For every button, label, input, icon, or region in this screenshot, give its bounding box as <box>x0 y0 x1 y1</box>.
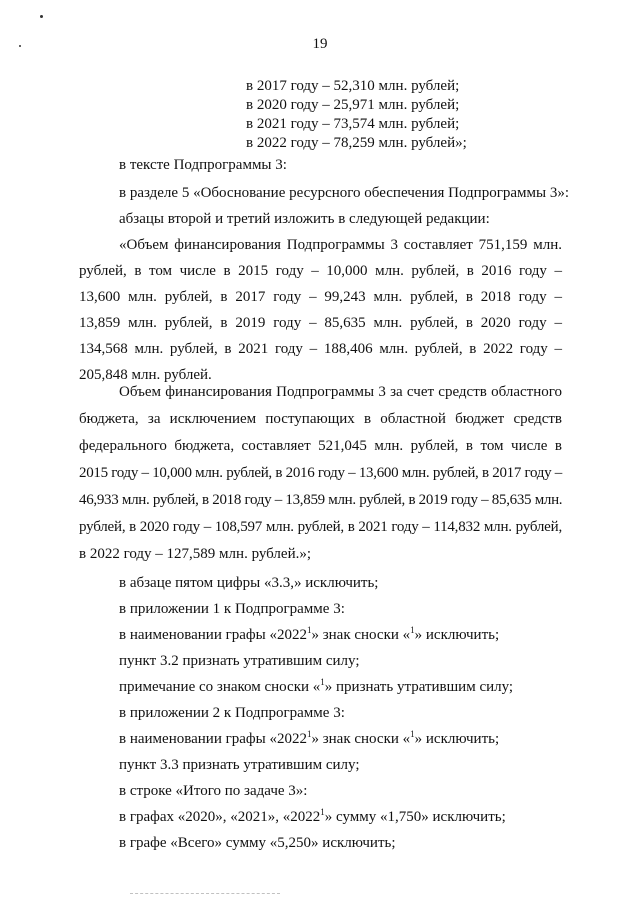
paragraph-line: бюджета, за исключением поступающих в областной бюджет средств <box>79 411 562 427</box>
paragraph-line: рублей, в 2020 году – 108,597 млн. рублей, в 2021 году – 114,832 млн. рублей, <box>79 519 562 535</box>
funding-line: в 2017 году – 52,310 млн. рублей; <box>246 78 460 94</box>
footnote-mark: 1 <box>306 625 312 635</box>
funding-line: в 2022 году – 78,259 млн. рублей»; <box>246 135 467 151</box>
instruction-line <box>119 626 499 644</box>
instruction-text: примечание со знаком сноски « <box>119 679 321 695</box>
instruction-text: в наименовании графы «2022 <box>119 627 307 643</box>
page-number: 19 <box>312 36 328 52</box>
scan-speck <box>40 15 43 18</box>
instruction-text: в графах «2020», «2021», «2022 <box>119 809 321 825</box>
instruction-text: » сумму «1,750» исключить; <box>324 809 506 825</box>
instruction-text: » исключить; <box>414 627 500 643</box>
paragraph-line: Объем финансирования Подпрограммы 3 за счет средств областного <box>119 384 562 400</box>
instruction-line <box>119 808 506 826</box>
footnote-mark: 1 <box>320 807 325 817</box>
instruction-text: » знак сноски « <box>311 627 411 643</box>
footnote-mark: 1 <box>410 729 415 739</box>
paragraph-line: федерального бюджета, составляет 521,045 млн. рублей, в том числе в <box>79 438 562 454</box>
instruction-line: в приложении 1 к Подпрограмме 3: <box>119 601 345 617</box>
paragraph-line: «Объем финансирования Подпрограммы 3 составляет 751,159 млн. <box>119 237 562 253</box>
instruction-line: в строке «Итого по задаче 3»: <box>119 783 308 799</box>
footnote-mark: 1 <box>306 729 312 739</box>
paragraph-line: 205,848 млн. рублей. <box>79 367 212 383</box>
instruction-text: в наименовании графы «2022 <box>119 731 307 747</box>
instruction-text: » исключить; <box>414 731 500 747</box>
paragraph-line: 13,600 млн. рублей, в 2017 году – 99,243 млн. рублей, в 2018 году – <box>79 289 562 305</box>
paragraph-line: рублей, в том числе в 2015 году – 10,000 млн. рублей, в 2016 году – <box>79 263 562 279</box>
paragraph-line: 134,568 млн. рублей, в 2021 году – 188,406 млн. рублей, в 2022 году – <box>79 341 562 357</box>
funding-line: в 2021 году – 73,574 млн. рублей; <box>246 116 460 132</box>
funding-line: в 2020 году – 25,971 млн. рублей; <box>246 97 460 113</box>
instruction-line <box>119 678 513 696</box>
instruction-line: в приложении 2 к Подпрограмме 3: <box>119 705 345 721</box>
instruction-text: » признать утратившим силу; <box>324 679 514 695</box>
paragraph-line: 13,859 млн. рублей, в 2019 году – 85,635 млн. рублей, в 2020 году – <box>79 315 562 331</box>
instruction-line: в разделе 5 «Обоснование ресурсного обеспечения Подпрограммы 3»: <box>119 185 569 201</box>
paragraph-line: в 2022 году – 127,589 млн. рублей.»; <box>79 546 312 562</box>
footnote-mark: 1 <box>320 677 325 687</box>
instruction-line: абзацы второй и третий изложить в следующей редакции: <box>119 211 490 227</box>
instruction-text: » знак сноски « <box>311 731 411 747</box>
instruction-line: пункт 3.3 признать утратившим силу; <box>119 757 360 773</box>
instruction-line <box>119 730 499 748</box>
footnote-mark: 1 <box>410 625 415 635</box>
instruction-line: в абзаце пятом цифры «3.3,» исключить; <box>119 575 379 591</box>
instruction-line: пункт 3.2 признать утратившим силу; <box>119 653 360 669</box>
scan-artifact-line <box>130 893 280 895</box>
instruction-line: в тексте Подпрограммы 3: <box>119 157 287 173</box>
paragraph-line: 46,933 млн. рублей, в 2018 году – 13,859 млн. рублей, в 2019 году – 85,635 млн. <box>79 492 563 508</box>
instruction-line: в графе «Всего» сумму «5,250» исключить; <box>119 835 396 851</box>
paragraph-line: 2015 году – 10,000 млн. рублей, в 2016 году – 13,600 млн. рублей, в 2017 году – <box>79 465 562 481</box>
